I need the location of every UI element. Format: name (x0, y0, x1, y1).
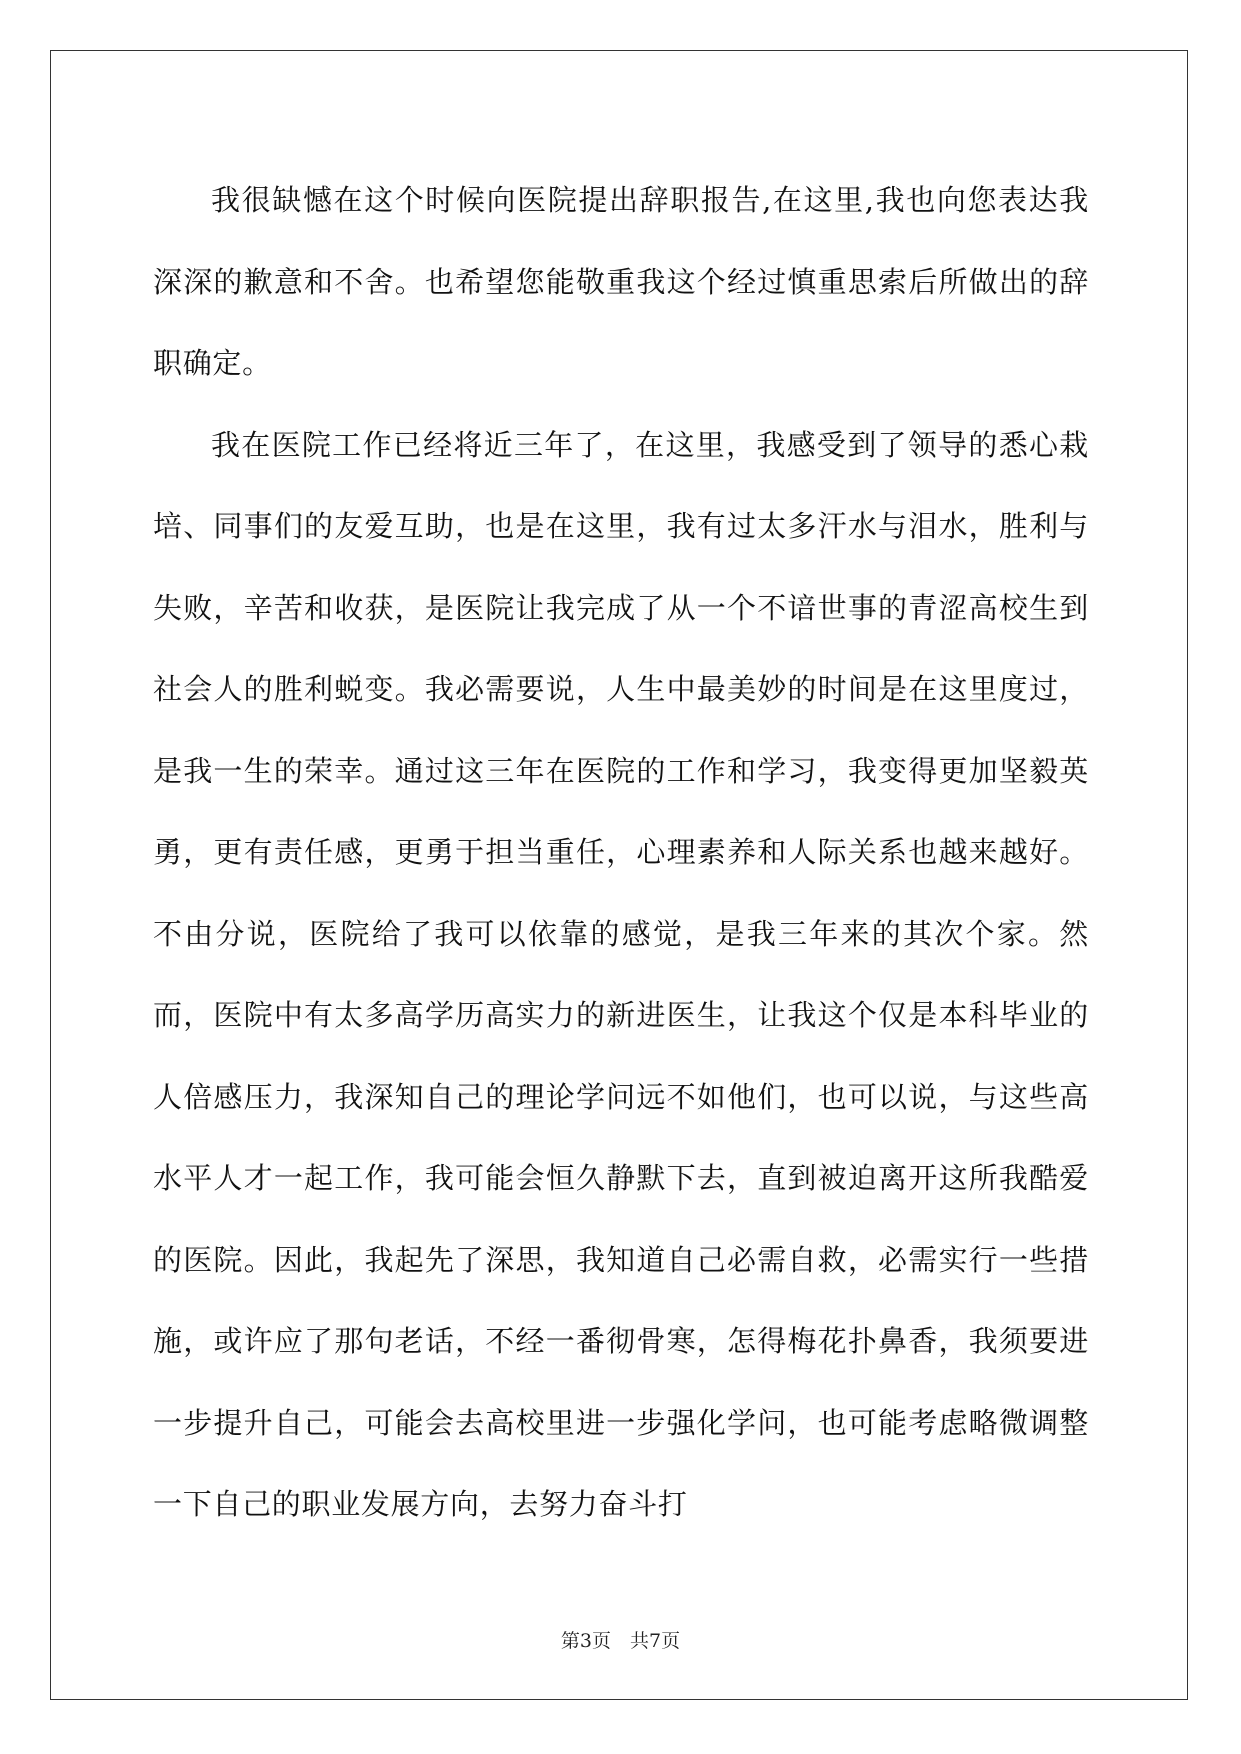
paragraph: 我在医院工作已经将近三年了，在这里，我感受到了领导的悉心栽培、同事们的友爱互助，也是在这里，我有过太多汗水与泪水，胜利与失败，辛苦和收获，是医院让我完成了从一个不谙世事的青涩高校生到社会人的胜利蜕变。我必需要说，人生中最美妙的时间是在这里度过，是我一生的荣幸。通过这三年在医院的工作和学习，我变得更加坚毅英勇，更有责任感，更勇于担当重任，心理素养和人际关系也越来越好。不由分说，医院给了我可以依靠的感觉，是我三年来的其次个家。然而，医院中有太多高学历高实力的新进医生，让我这个仅是本科毕业的人倍感压力，我深知自己的理论学问远不如他们，也可以说，与这些高水平人才一起工作，我可能会恒久静默下去，直到被迫离开这所我酷爱的医院。因此，我起先了深思，我知道自己必需自救，必需实行一些措施，或许应了那句老话，不经一番彻骨寒，怎得梅花扑鼻香，我须要进一步提升自己，可能会去高校里进一步强化学问，也可能考虑略微调整一下自己的职业发展方向，去努力奋斗打 (153, 427, 1089, 1521)
document-body (153, 160, 1089, 1546)
paragraph: 我很缺憾在这个时候向医院提出辞职报告,在这里,我也向您表达我深深的歉意和不舍。也希望您能敬重我这个经过慎重思索后所做出的辞职确定。 (153, 183, 1089, 380)
page-number: 第3页 共7页 (560, 1630, 681, 1652)
